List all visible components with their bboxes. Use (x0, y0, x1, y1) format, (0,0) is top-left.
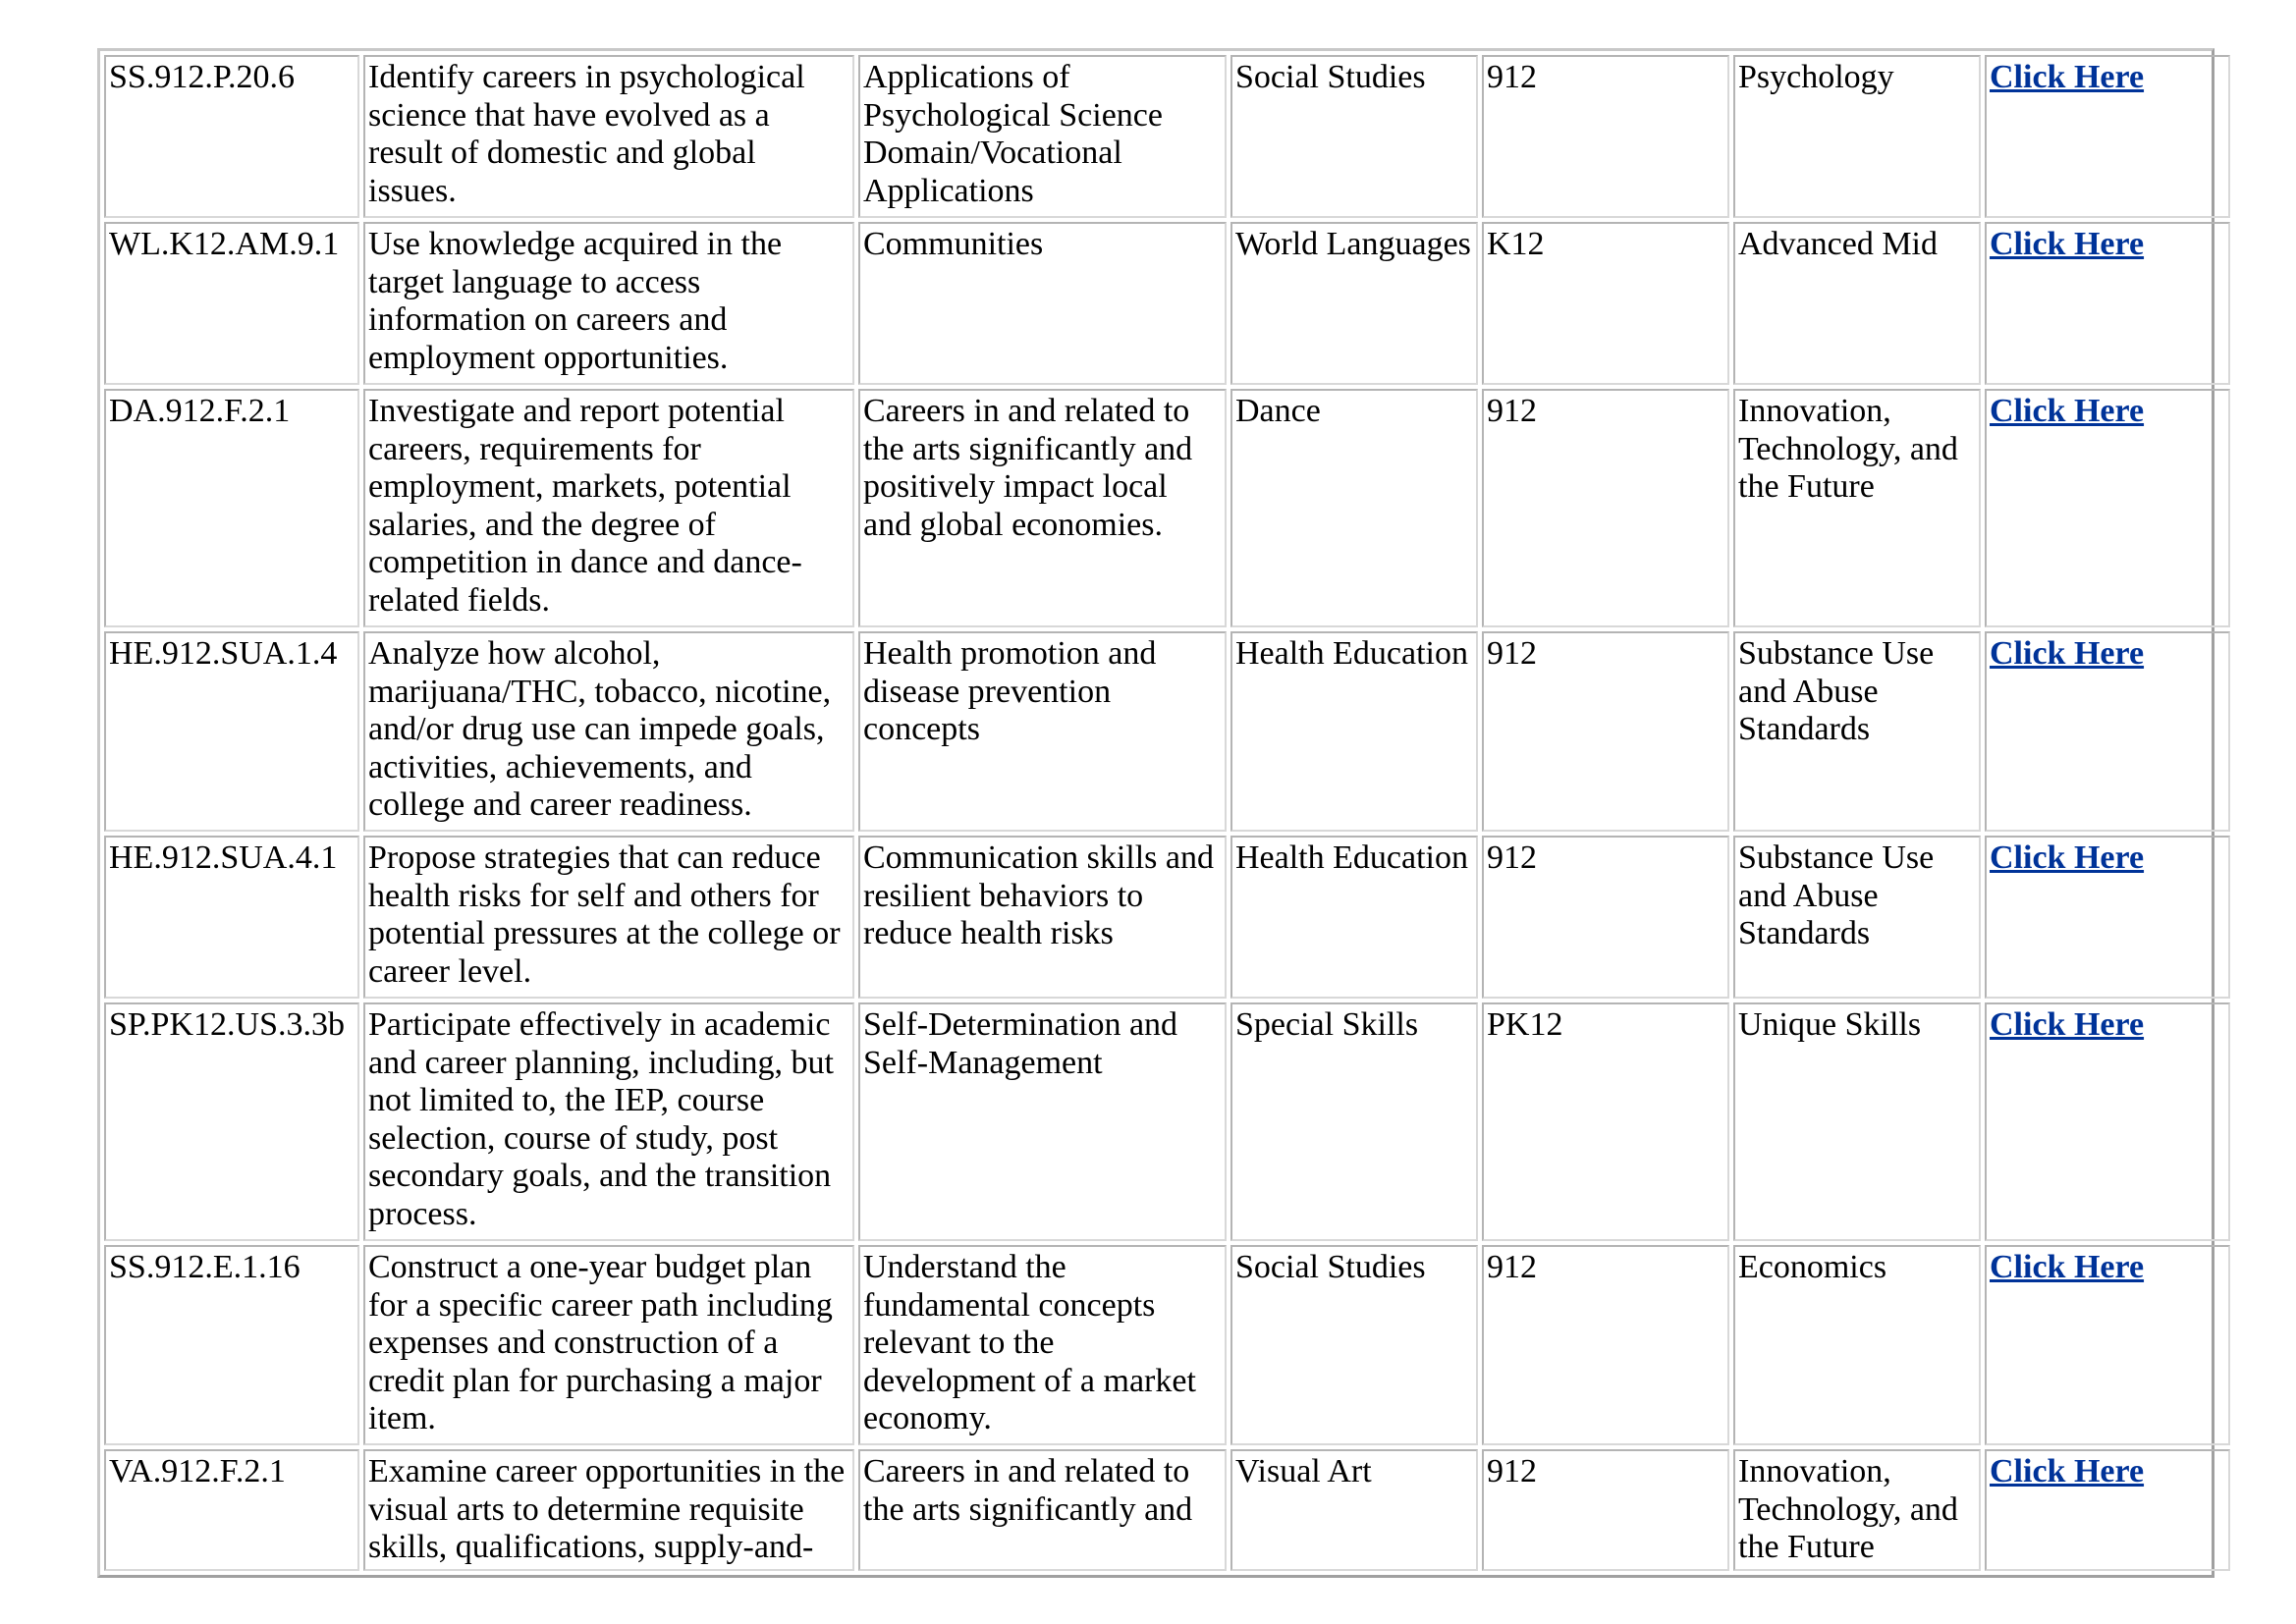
click-here-link[interactable]: Click Here (1990, 59, 2145, 95)
table-row (104, 1449, 2230, 1571)
grade-cell: 912 (1482, 55, 1729, 218)
click-here-link[interactable]: Click Here (1990, 1249, 2145, 1285)
standards-table-grid (100, 51, 2234, 1575)
benchmark-topic-cell: Careers in and related to the arts significantly and (858, 1449, 1227, 1571)
strand-cell: Innovation, Technology, and the Future (1733, 389, 1981, 627)
benchmark-topic-cell: Communities (858, 222, 1227, 385)
click-here-link[interactable]: Click Here (1990, 1006, 2145, 1043)
benchmark-topic-cell: Health promotion and disease prevention concepts (858, 631, 1227, 832)
grade-cell: 912 (1482, 631, 1729, 832)
link-cell (1985, 55, 2230, 218)
table-row (104, 55, 2230, 218)
click-here-link[interactable]: Click Here (1990, 393, 2145, 429)
benchmark-code-cell: SS.912.P.20.6 (104, 55, 359, 218)
subject-cell: World Languages (1230, 222, 1478, 385)
benchmark-description-cell: Participate effectively in academic and career planning, including, but not limited to, the IEP, course selection, course of study, post secondary goals, and the transition process. (363, 1002, 854, 1241)
subject-cell: Social Studies (1230, 55, 1478, 218)
benchmark-description-cell: Use knowledge acquired in the target language to access information on careers and employment opportunities. (363, 222, 854, 385)
benchmark-code-cell: HE.912.SUA.1.4 (104, 631, 359, 832)
table-row (104, 222, 2230, 385)
link-cell (1985, 222, 2230, 385)
table-row (104, 631, 2230, 832)
benchmark-description-cell: Examine career opportunities in the visual arts to determine requisite skills, qualifications, supply-and- (363, 1449, 854, 1571)
benchmark-topic-cell: Communication skills and resilient behaviors to reduce health risks (858, 836, 1227, 999)
table-row (104, 1002, 2230, 1241)
benchmark-code-cell: WL.K12.AM.9.1 (104, 222, 359, 385)
standards-table (97, 48, 2214, 1578)
subject-cell: Dance (1230, 389, 1478, 627)
click-here-link[interactable]: Click Here (1990, 1453, 2145, 1489)
subject-cell: Health Education (1230, 836, 1478, 999)
link-cell (1985, 389, 2230, 627)
table-row (104, 389, 2230, 627)
link-cell (1985, 1245, 2230, 1445)
benchmark-description-cell: Investigate and report potential careers, requirements for employment, markets, potential salaries, and the degree of competition in dance and dance-related fields. (363, 389, 854, 627)
benchmark-code-cell: SS.912.E.1.16 (104, 1245, 359, 1445)
grade-cell: 912 (1482, 836, 1729, 999)
subject-cell: Social Studies (1230, 1245, 1478, 1445)
benchmark-code-cell: HE.912.SUA.4.1 (104, 836, 359, 999)
strand-cell: Substance Use and Abuse Standards (1733, 631, 1981, 832)
benchmark-topic-cell: Understand the fundamental concepts relevant to the development of a market economy. (858, 1245, 1227, 1445)
strand-cell: Economics (1733, 1245, 1981, 1445)
link-cell (1985, 631, 2230, 832)
grade-cell: K12 (1482, 222, 1729, 385)
benchmark-code-cell: SP.PK12.US.3.3b (104, 1002, 359, 1241)
click-here-link[interactable]: Click Here (1990, 635, 2145, 672)
benchmark-code-cell: VA.912.F.2.1 (104, 1449, 359, 1571)
click-here-link[interactable]: Click Here (1990, 226, 2145, 262)
strand-cell: Psychology (1733, 55, 1981, 218)
benchmark-description-cell: Construct a one-year budget plan for a specific career path including expenses and construction of a credit plan for purchasing a major item. (363, 1245, 854, 1445)
strand-cell: Unique Skills (1733, 1002, 1981, 1241)
link-cell (1985, 1449, 2230, 1571)
benchmark-description-cell: Propose strategies that can reduce health risks for self and others for potential pressures at the college or career level. (363, 836, 854, 999)
strand-cell: Substance Use and Abuse Standards (1733, 836, 1981, 999)
grade-cell: PK12 (1482, 1002, 1729, 1241)
benchmark-topic-cell: Self-Determination and Self-Management (858, 1002, 1227, 1241)
grade-cell: 912 (1482, 1449, 1729, 1571)
benchmark-topic-cell: Careers in and related to the arts significantly and positively impact local and global economies. (858, 389, 1227, 627)
benchmark-topic-cell: Applications of Psychological Science Domain/Vocational Applications (858, 55, 1227, 218)
table-row (104, 1245, 2230, 1445)
grade-cell: 912 (1482, 1245, 1729, 1445)
subject-cell: Special Skills (1230, 1002, 1478, 1241)
link-cell (1985, 836, 2230, 999)
table-row (104, 836, 2230, 999)
subject-cell: Visual Art (1230, 1449, 1478, 1571)
benchmark-code-cell: DA.912.F.2.1 (104, 389, 359, 627)
click-here-link[interactable]: Click Here (1990, 839, 2145, 876)
benchmark-description-cell: Analyze how alcohol, marijuana/THC, tobacco, nicotine, and/or drug use can impede goals, activities, achievements, and college and career readiness. (363, 631, 854, 832)
strand-cell: Advanced Mid (1733, 222, 1981, 385)
subject-cell: Health Education (1230, 631, 1478, 832)
strand-cell: Innovation, Technology, and the Future (1733, 1449, 1981, 1571)
benchmark-description-cell: Identify careers in psychological science that have evolved as a result of domestic and global issues. (363, 55, 854, 218)
grade-cell: 912 (1482, 389, 1729, 627)
link-cell (1985, 1002, 2230, 1241)
